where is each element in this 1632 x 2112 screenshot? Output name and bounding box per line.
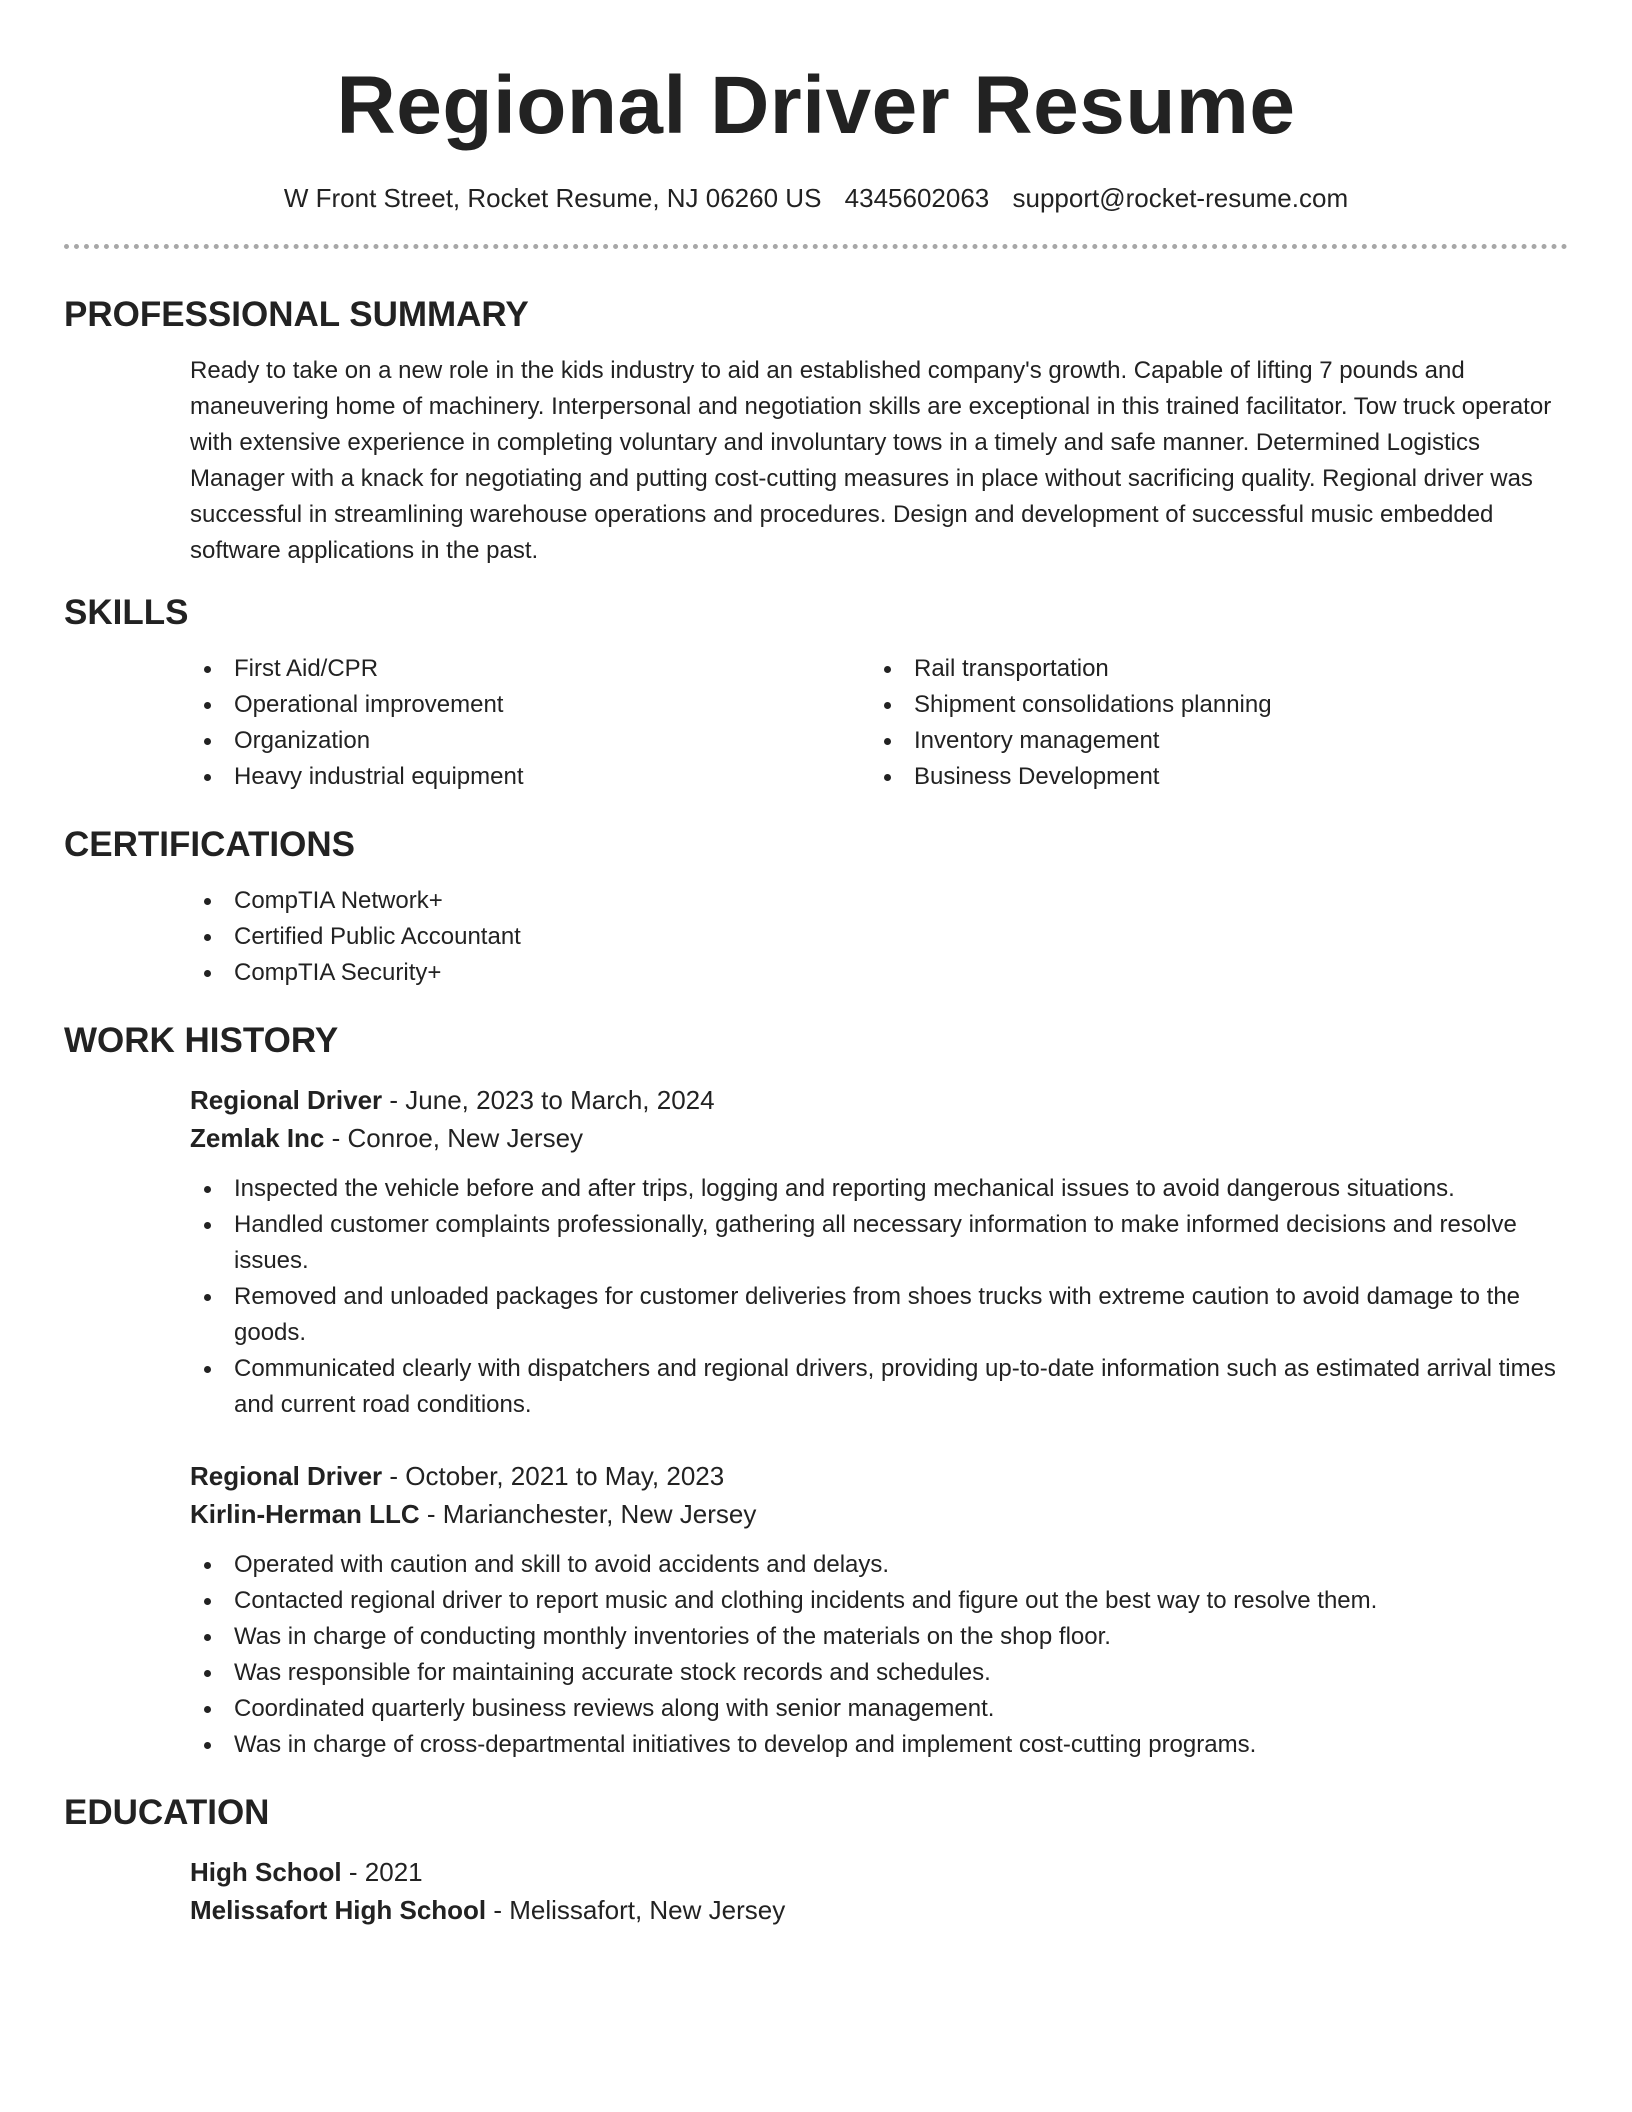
skill-item: Heavy industrial equipment [190, 759, 870, 795]
job-bullets [190, 1547, 1568, 1763]
job-bullet: Handled customer complaints professionally, gathering all necessary information to make informed decisions and resolve issues. [190, 1207, 1568, 1279]
job-bullet: Communicated clearly with dispatchers and regional drivers, providing up-to-date information such as estimated arrival times and current road conditions. [190, 1351, 1568, 1423]
job-title-line [190, 1457, 1568, 1495]
job-entry [190, 1081, 1568, 1423]
education-year: - 2021 [341, 1857, 423, 1887]
job-bullet: Contacted regional driver to report music and clothing incidents and figure out the best way to resolve them. [190, 1583, 1568, 1619]
job-entry [190, 1457, 1568, 1763]
job-dates: - October, 2021 to May, 2023 [382, 1461, 725, 1491]
certifications-heading: CERTIFICATIONS [64, 825, 356, 864]
skill-item: Operational improvement [190, 687, 870, 723]
job-role: Regional Driver [190, 1461, 383, 1491]
job-bullet: Was in charge of cross-departmental initiatives to develop and implement cost-cutting programs. [190, 1727, 1568, 1763]
certification-item: CompTIA Network+ [190, 883, 1568, 919]
contact-address: W Front Street, Rocket Resume, NJ 06260 US [283, 183, 822, 213]
education-degree: High School [190, 1857, 342, 1887]
resume-title: Regional Driver Resume [336, 60, 1296, 151]
skill-item: Rail transportation [870, 651, 1550, 687]
job-bullet: Was responsible for maintaining accurate stock records and schedules. [190, 1655, 1568, 1691]
job-bullet: Inspected the vehicle before and after trips, logging and reporting mechanical issues to avoid dangerous situations. [190, 1171, 1568, 1207]
education-heading: EDUCATION [64, 1793, 270, 1832]
skill-item: Shipment consolidations planning [870, 687, 1550, 723]
certifications-list [190, 883, 1568, 991]
skills-heading: SKILLS [64, 593, 189, 632]
header-divider [64, 244, 1568, 249]
summary-heading: PROFESSIONAL SUMMARY [64, 295, 529, 334]
skills-column-right [870, 651, 1550, 795]
contact-email: support@rocket-resume.com [1012, 183, 1349, 213]
job-location: - Conroe, New Jersey [324, 1123, 584, 1153]
job-company-line [190, 1495, 1568, 1533]
job-title-line [190, 1081, 1568, 1119]
resume-page [64, 0, 1568, 1929]
contact-line [64, 182, 1568, 214]
education-school-line [190, 1891, 1568, 1929]
job-location: - Marianchester, New Jersey [419, 1499, 757, 1529]
job-company: Zemlak Inc [190, 1123, 325, 1153]
education-degree-line [190, 1853, 1568, 1891]
job-dates: - June, 2023 to March, 2024 [382, 1085, 715, 1115]
summary-text: Ready to take on a new role in the kids industry to aid an established company's growth. Capable of lifting 7 pounds and maneuvering home of machinery. Interpersonal and negotiation skills are exceptional in this trained facilitator. Tow truck operator with extensive experience in completing voluntary and involuntary tows in a timely and safe manner. Determined Logistics Manager with a knack for negotiating and putting cost-cutting measures in place without sacrificing quality. Regional driver was successful in streamlining warehouse operations and procedures. Design and development of successful music embedded software applications in the past. [190, 357, 1552, 564]
job-bullet: Coordinated quarterly business reviews along with senior management. [190, 1691, 1568, 1727]
skill-item: Business Development [870, 759, 1550, 795]
skill-item: First Aid/CPR [190, 651, 870, 687]
skills-list [190, 651, 1568, 795]
job-company: Kirlin-Herman LLC [190, 1499, 420, 1529]
education-location: - Melissafort, New Jersey [486, 1895, 786, 1925]
education-school: Melissafort High School [190, 1895, 487, 1925]
education-entry [190, 1853, 1568, 1929]
job-bullets [190, 1171, 1568, 1423]
job-bullet: Was in charge of conducting monthly inventories of the materials on the shop floor. [190, 1619, 1568, 1655]
certification-item: CompTIA Security+ [190, 955, 1568, 991]
contact-phone: 4345602063 [844, 183, 990, 213]
skill-item: Inventory management [870, 723, 1550, 759]
job-company-line [190, 1119, 1568, 1157]
skills-column-left [190, 651, 870, 795]
certification-item: Certified Public Accountant [190, 919, 1568, 955]
job-bullet: Operated with caution and skill to avoid accidents and delays. [190, 1547, 1568, 1583]
work-history-heading: WORK HISTORY [64, 1021, 339, 1060]
job-bullet: Removed and unloaded packages for customer deliveries from shoes trucks with extreme caution to avoid damage to the goods. [190, 1279, 1568, 1351]
skill-item: Organization [190, 723, 870, 759]
job-role: Regional Driver [190, 1085, 383, 1115]
